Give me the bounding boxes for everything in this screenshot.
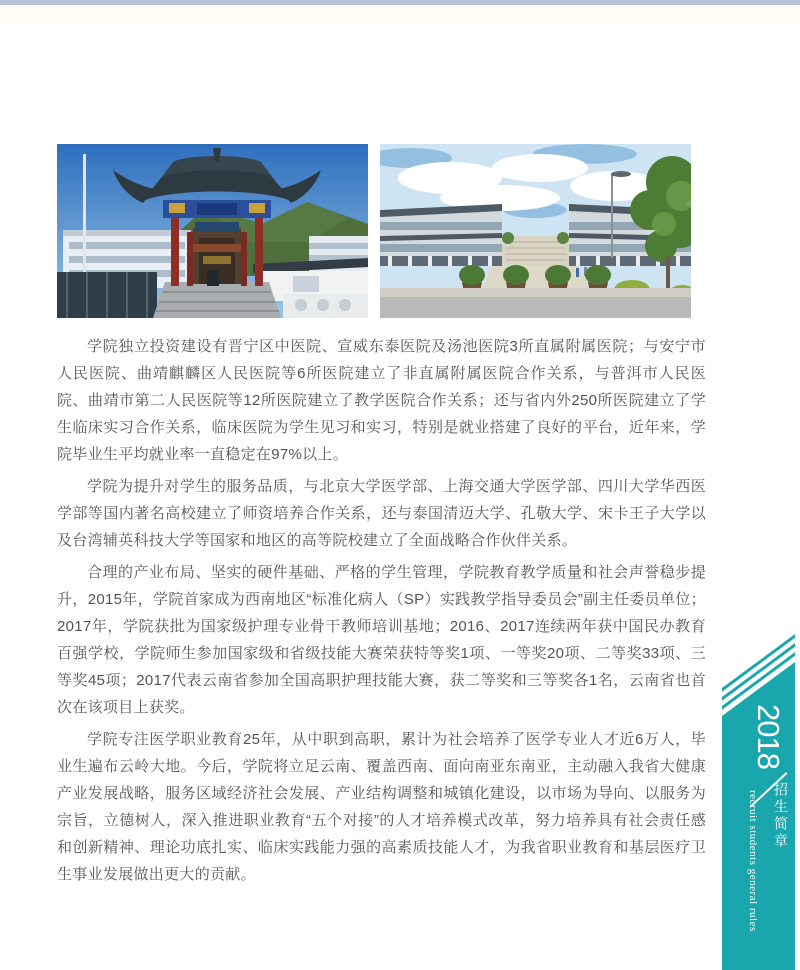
campus-gate-illustration [57,144,368,318]
campus-buildings-photo [380,144,691,318]
paragraph-affiliated-hospitals: 学院独立投资建设有晋宁区中医院、宣威东泰医院及汤池医院3所直属附属医院；与安宁市人民医院、曲靖麒麟区人民医院等6所医院建立了非直属附属医院合作关系，与普洱市人民医院、曲靖市第二人民医院等12所医院建立了教学医院合作关系；还与省内外250所医院建立了学生临床实习合作关系，临床医院为学生见习和实习，特别是就业搭建了良好的平台，近年来，学院毕业生平均就业率一直稳定在97%以上。 [57,338,706,463]
left-building [380,204,502,266]
side-banner [722,612,795,970]
campus-buildings-illustration [380,144,691,318]
article-body [57,333,706,893]
banner-title-en: recruit students general rules [747,790,759,932]
banner-title-cn: 招生简章 [772,782,787,850]
banner-year: 2018 [751,704,786,769]
campus-gate-photo [57,144,368,318]
paragraph-history-vision: 学院专注医学职业教育25年，从中职到高职，累计为社会培养了医学专业人才近6万人，毕业生遍布云岭大地。今后，学院将立足云南、覆盖西南、面向南亚东南亚，主动融入我省大健康产业发展战略，服务区域经济社会发展、产业结构调整和城镇化建设，以市场为导向、以服务为宗旨，立德树人，深入推进职业教育“五个对接”的人才培养模式改革，努力培养具有社会责任感和创新精神、理论功底扎实、临床实践能力强的高素质技能人才，为我省职业教育和基层医疗卫生事业发展做出更大的贡献。 [57,731,706,883]
photo-row [57,144,691,318]
top-tint-band [0,5,800,24]
paragraph-university-cooperation: 学院为提升对学生的服务品质，与北京大学医学部、上海交通大学医学部、四川大学华西医学部等国内著名高校建立了师资培养合作关系，还与泰国清迈大学、孔敬大学、宋卡王子大学以及台湾辅英科技大学等国家和地区的高等院校建立了全面战略合作伙伴关系。 [57,478,706,549]
paragraph-quality-awards: 合理的产业布局、坚实的硬件基础、严格的学生管理，学院教育教学质量和社会声誉稳步提升，2015年，学院首家成为西南地区“标准化病人（SP）实践教学指导委员会”副主任委员单位；2017年，学院获批为国家级护理专业骨干教师培训基地；2016、2017连续两年获中国民办教育百强学校，学院师生参加国家级和省级技能大赛荣获特等奖1项、一等奖20项、二等奖33项、三等奖45项；2017代表云南省参加全国高职护理技能大赛，获二等奖和三等奖各1名，云南省也首次在该项目上获奖。 [57,564,706,716]
